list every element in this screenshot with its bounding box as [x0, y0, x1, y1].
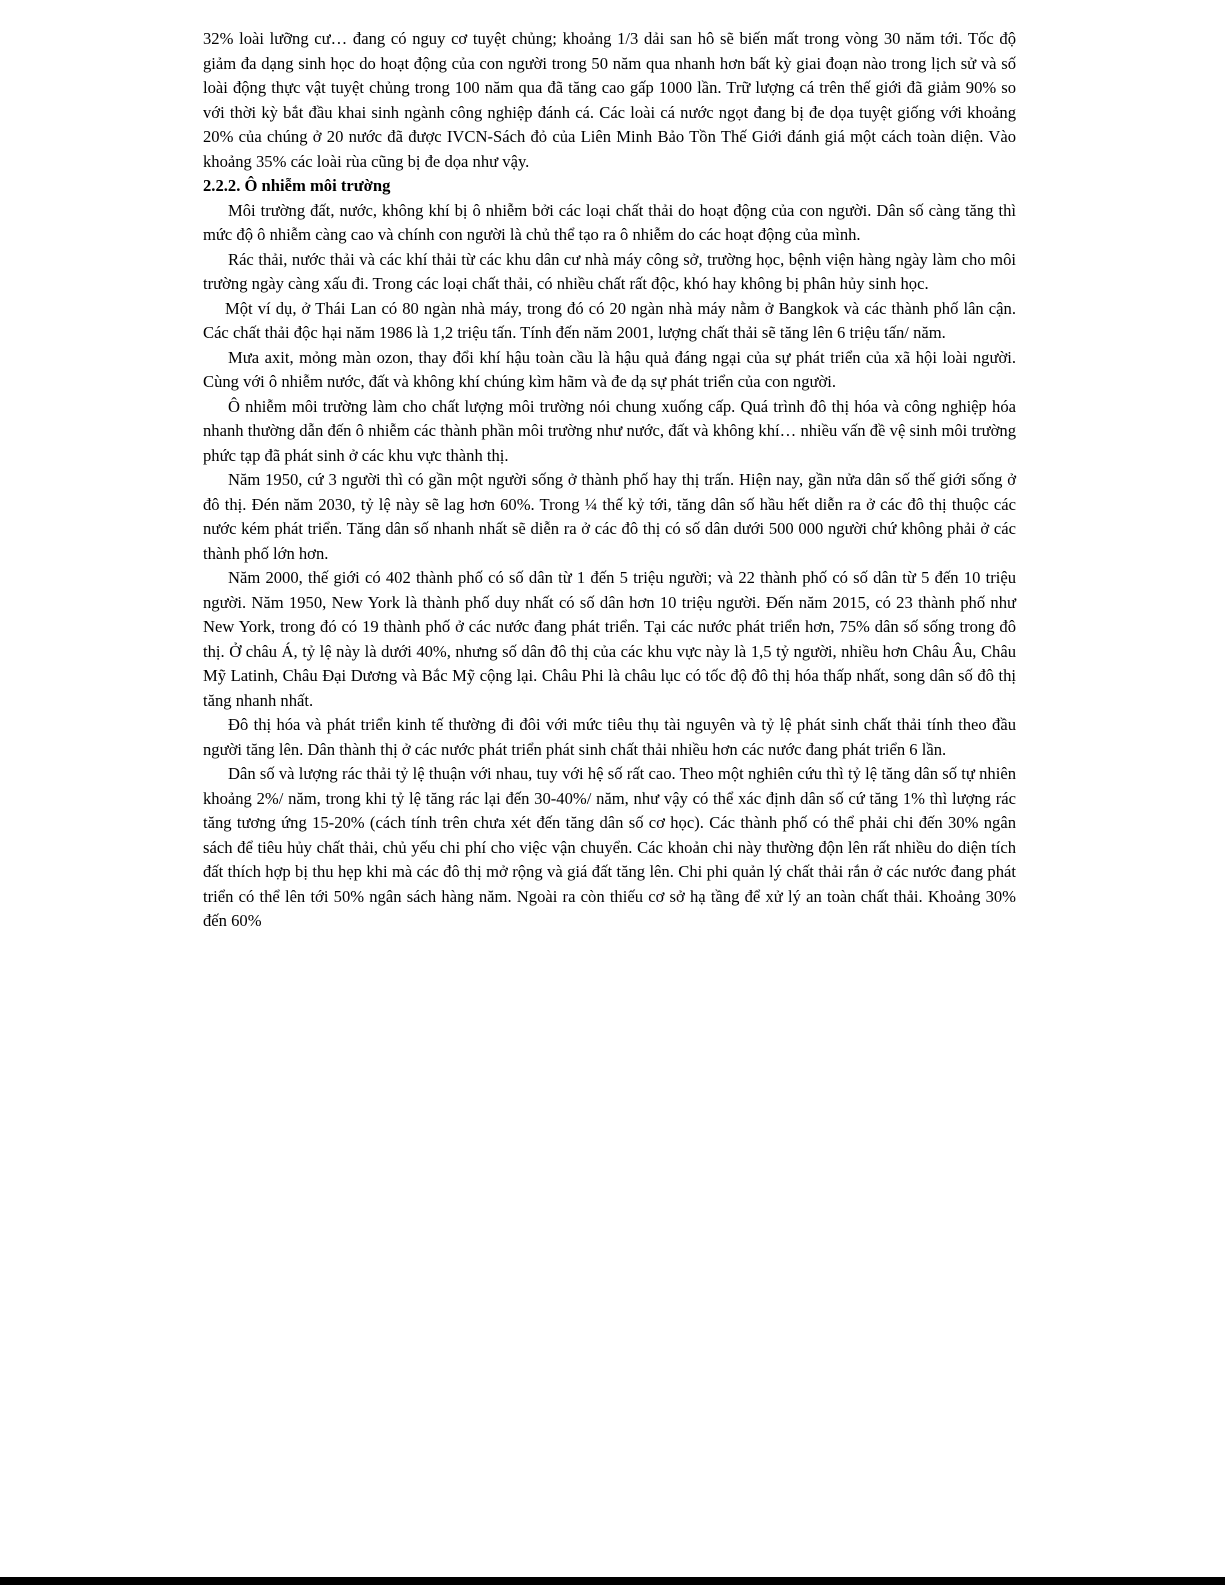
- paragraph: Dân số và lượng rác thải tỷ lệ thuận với nhau, tuy với hệ số rất cao. Theo một nghiên cứu thì tỷ lệ tăng dân số tự nhiên khoảng 2%/ năm, trong khi tỷ lệ tăng rác lại đến 30-40%/ năm, như vậy có thể xác định dân số cứ tăng 1% thì lượng rác tăng tương ứng 15-20% (cách tính trên chưa xét đến tăng dân số cơ học). Các thành phố có thể phải chi đến 30% ngân sách để tiêu hủy chất thải, chủ yếu chi phí cho việc vận chuyển. Các khoản chi này thường độn lên rất nhiều do diện tích đất thích hợp bị thu hẹp khi mà các đô thị mở rộng và giá đất tăng lên. Chi phi quản lý chất thải rắn ở các nước đang phát triển có thể lên tới 50% ngân sách hàng năm. Ngoài ra còn thiếu cơ sở hạ tầng để xử lý an toàn chất thải. Khoảng 30% đến 60%: [203, 764, 1016, 930]
- paragraph: Rác thải, nước thải và các khí thải từ các khu dân cư nhà máy công sở, trường học, bệnh viện hàng ngày làm cho môi trường ngày càng xấu đi. Trong các loại chất thải, có nhiều chất rất độc, khó hay không bị phân hủy sinh học.: [203, 249, 1016, 293]
- paragraph: Năm 2000, thế giới có 402 thành phố có số dân từ 1 đến 5 triệu người; và 22 thành phố có số dân từ 5 đến 10 triệu người. Năm 1950, New York là thành phố duy nhất có số dân hơn 10 triệu người. Đến năm 2015, có 23 thành phố như New York, trong đó có 19 thành phố ở các nước đang phát triển. Tại các nước phát triển hơn, 75% dân số sống trong đô thị. Ở châu Á, tỷ lệ này là dưới 40%, nhưng số dân đô thị của các khu vực này là 1,5 tỷ người, nhiều hơn Châu Âu, Châu Mỹ Latinh, Châu Đại Dương và Bắc Mỹ cộng lại. Châu Phi là châu lục có tốc độ đô thị hóa thấp nhất, song dân số đô thị tăng nhanh nhất.: [203, 568, 1016, 710]
- section-heading: 2.2.2. Ô nhiễm môi trường: [203, 176, 391, 195]
- paragraph: Mưa axit, mỏng màn ozon, thay đổi khí hậu toàn cầu là hậu quả đáng ngại của sự phát triển của xã hội loài người. Cùng với ô nhiễm nước, đất và không khí chúng kìm hãm và đe dạ sự phát triển của con người.: [203, 347, 1016, 391]
- paragraph: Ô nhiễm môi trường làm cho chất lượng môi trường nói chung xuống cấp. Quá trình đô thị hóa và công nghiệp hóa nhanh thường dẫn đến ô nhiễm các thành phần môi trường như nước, đất và không khí… nhiều vấn đề vệ sinh môi trường phức tạp đã phát sinh ở các khu vực thành thị.: [203, 396, 1016, 465]
- paragraph: Môi trường đất, nước, không khí bị ô nhiễm bởi các loại chất thải do hoạt động của con người. Dân số càng tăng thì mức độ ô nhiễm càng cao và chính con người là chủ thể tạo ra ô nhiễm do các hoạt động của mình.: [203, 200, 1016, 244]
- paragraph: Năm 1950, cứ 3 người thì có gần một người sống ở thành phố hay thị trấn. Hiện nay, gần nửa dân số thế giới sống ở đô thị. Đén năm 2030, tỷ lệ này sẽ lag hơn 60%. Trong ¼ thế kỷ tới, tăng dân số hầu hết diễn ra ở các đô thị thuộc các nước kém phát triển. Tăng dân số nhanh nhất sẽ diễn ra ở các đô thị có số dân dưới 500 000 người chứ không phải ở các thành phố lớn hơn.: [203, 470, 1016, 563]
- paragraph-continuation: 32% loài lưỡng cư… đang có nguy cơ tuyệt chủng; khoảng 1/3 dải san hô sẽ biến mất trong vòng 30 năm tới. Tốc độ giảm đa dạng sinh học do hoạt động của con người trong 50 năm qua nhanh hơn bất kỳ giai đoạn nào trong lịch sử và số loài động thực vật tuyệt chủng trong 100 năm qua đã tăng cao gấp 1000 lần. Trữ lượng cá trên thế giới đã giảm 90% so với thời kỳ bắt đầu khai sinh ngành công nghiệp đánh cá. Các loài cá nước ngọt đang bị đe dọa tuyệt giống với khoảng 20% của chúng ở 20 nước đã được IVCN-Sách đỏ của Liên Minh Bảo Tồn Thế Giới đánh giá một cách toàn diện. Vào khoảng 35% các loài rùa cũng bị đe dọa như vậy.: [203, 29, 1016, 171]
- paragraph: Một ví dụ, ở Thái Lan có 80 ngàn nhà máy, trong đó có 20 ngàn nhà máy nằm ở Bangkok và các thành phố lân cận. Các chất thải độc hại năm 1986 là 1,2 triệu tấn. Tính đến năm 2001, lượng chất thải sẽ tăng lên 6 triệu tấn/ năm.: [203, 298, 1016, 342]
- paragraph: Đô thị hóa và phát triển kinh tế thường đi đôi với mức tiêu thụ tài nguyên và tỷ lệ phát sinh chất thải tính theo đầu người tăng lên. Dân thành thị ở các nước phát triển phát sinh chất thải nhiều hơn các nước đang phát triển 6 lần.: [203, 715, 1016, 759]
- bottom-border: [0, 1577, 1225, 1585]
- document-page: [203, 27, 1016, 934]
